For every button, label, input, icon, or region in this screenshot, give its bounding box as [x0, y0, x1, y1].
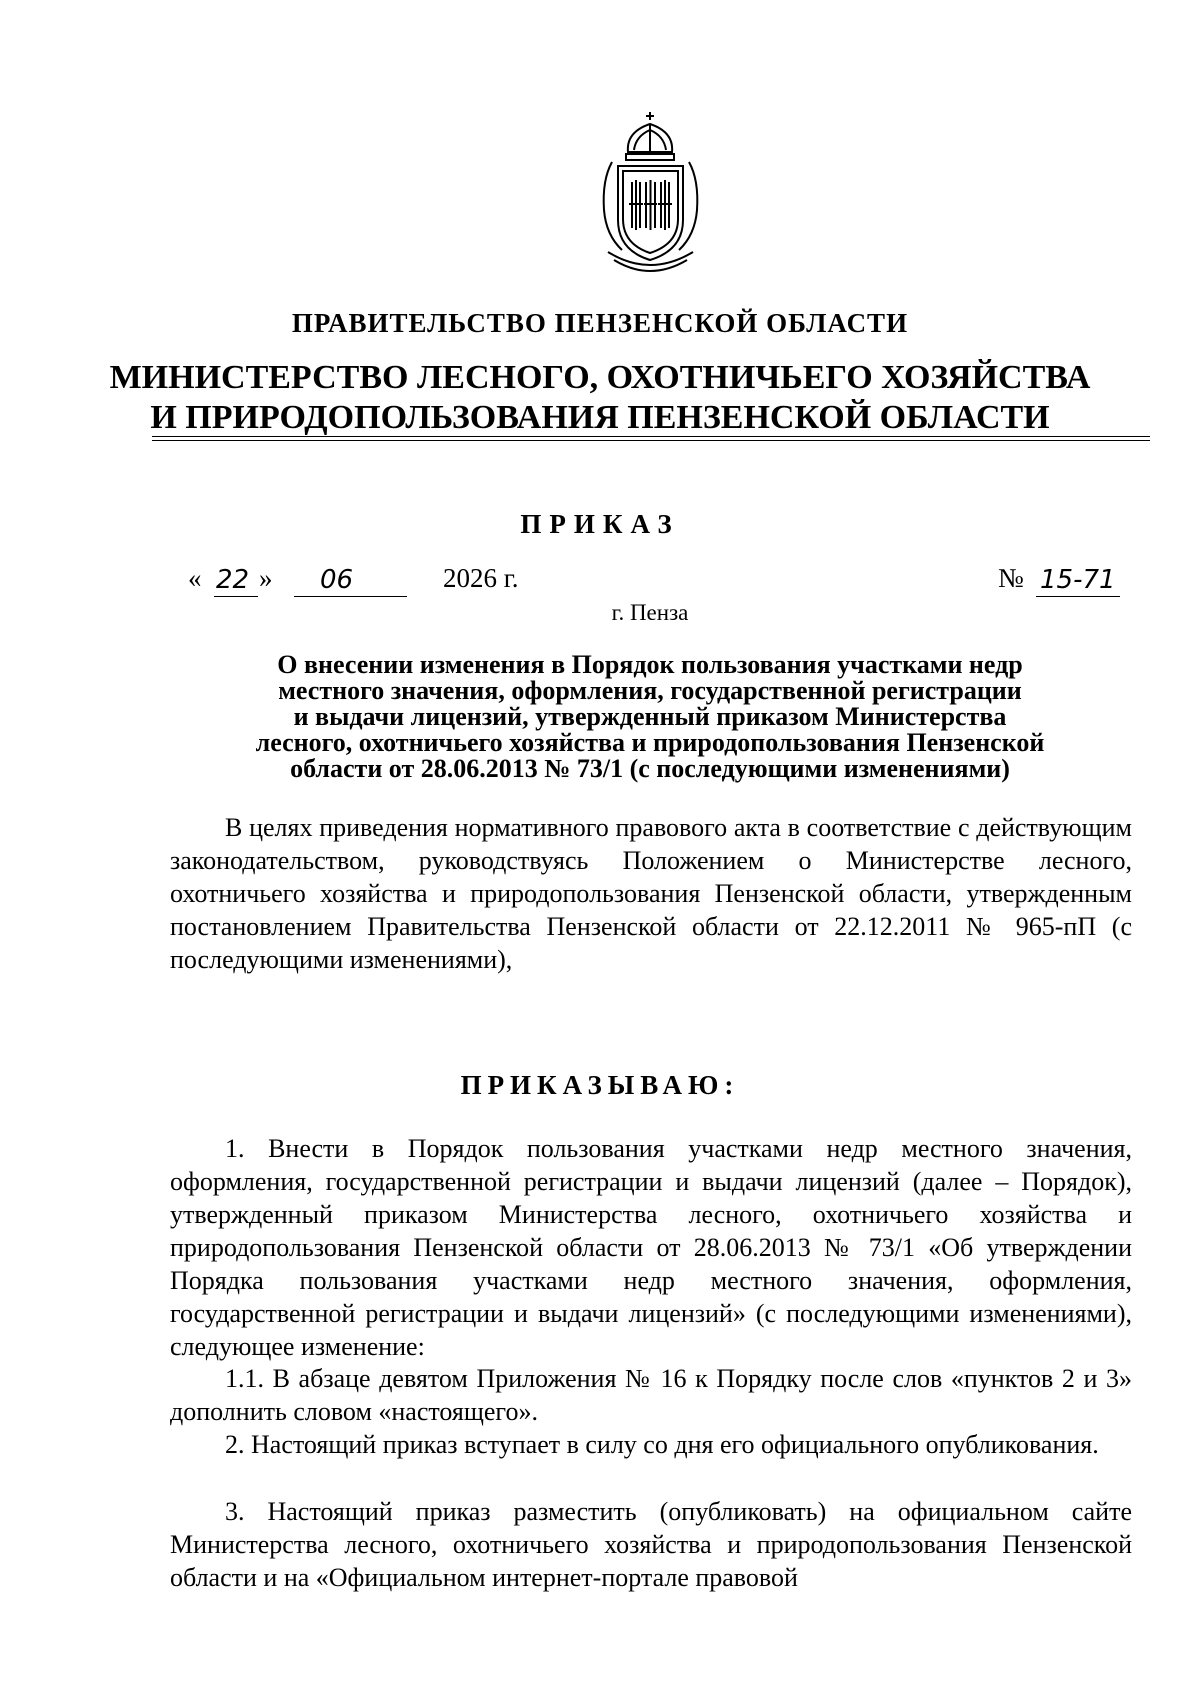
paragraph-1: 1. Внести в Порядок пользования участками недр местного значения, оформления, государственной регистрации и выдачи лицензий (далее – Порядок), утвержденный приказом Министерства лесного, охотничьего хозяйства и природопользования Пензенской области от 28.06.2013 № 73/1 «Об утверждении Порядка пользования участками недр местного значения, оформления, государственной регистрации и выдачи лицензий» (с последующими изменениями), следующее изменение: — [170, 1134, 1132, 1361]
ministry-name-line1: МИНИСТЕРСТВО ЛЕСНОГО, ОХОТНИЧЬЕГО ХОЗЯЙСТВА — [109, 359, 1091, 396]
paragraph-1-1: 1.1. В абзаце девятом Приложения № 16 к Порядку после слов «пунктов 2 и 3» дополнить словом «настоящего». — [170, 1364, 1132, 1426]
coat-of-arms-emblem — [588, 110, 713, 275]
ministry-name-line2: И ПРИРОДОПОЛЬЗОВАНИЯ ПЕНЗЕНСКОЙ ОБЛАСТИ — [150, 399, 1050, 436]
header-divider-thick — [152, 436, 1150, 437]
city-name: г. Пенза — [611, 600, 689, 625]
title-line: О внесении изменения в Порядок пользования участками недр — [277, 650, 1023, 679]
government-name: ПРАВИТЕЛЬСТВО ПЕНЗЕНСКОЙ ОБЛАСТИ — [291, 308, 909, 338]
number-prefix: № — [998, 563, 1024, 593]
number-handwritten: 15-71 — [1040, 565, 1116, 595]
date-day-underline — [214, 596, 258, 597]
header-divider-thin — [152, 440, 1150, 441]
document-title — [200, 652, 1100, 782]
date-year: 2026 г. — [443, 563, 519, 593]
date-month-handwritten: 06 — [320, 565, 354, 595]
date-quote-close: » — [259, 563, 273, 593]
title-line: лесного, охотничьего хозяйства и природопользования Пензенской — [255, 728, 1045, 757]
title-line: местного значения, оформления, государственной регистрации — [278, 676, 1022, 705]
document-type-heading: ПРИКАЗ — [520, 509, 680, 539]
date-number-line — [188, 563, 1128, 599]
title-line: области от 28.06.2013 № 73/1 (с последующими изменениями) — [290, 754, 1010, 783]
number-underline — [1036, 596, 1120, 597]
ministry-name — [0, 358, 1200, 438]
preamble-paragraph: В целях приведения нормативного правового акта в соответствие с действующим законодательством, руководствуясь Положением о Министерстве лесного, охотничьего хозяйства и природопользования Пензенской области, утвержденным постановлением Правительства Пензенской области от 22.12.2011 № 965-пП (с последующими изменениями), — [170, 813, 1132, 974]
order-heading: ПРИКАЗЫВАЮ: — [460, 1070, 740, 1100]
paragraph-2: 2. Настоящий приказ вступает в силу со дня его официального опубликования. — [225, 1430, 1099, 1459]
date-day-handwritten: 22 — [216, 565, 250, 595]
date-quote-open: « — [188, 563, 202, 593]
date-month-underline — [294, 596, 407, 597]
title-line: и выдачи лицензий, утвержденный приказом Министерства — [293, 702, 1007, 731]
paragraph-3: 3. Настоящий приказ разместить (опубликовать) на официальном сайте Министерства лесного, охотничьего хозяйства и природопользования Пензенской области и на «Официальном интернет-портале правовой — [170, 1497, 1132, 1592]
